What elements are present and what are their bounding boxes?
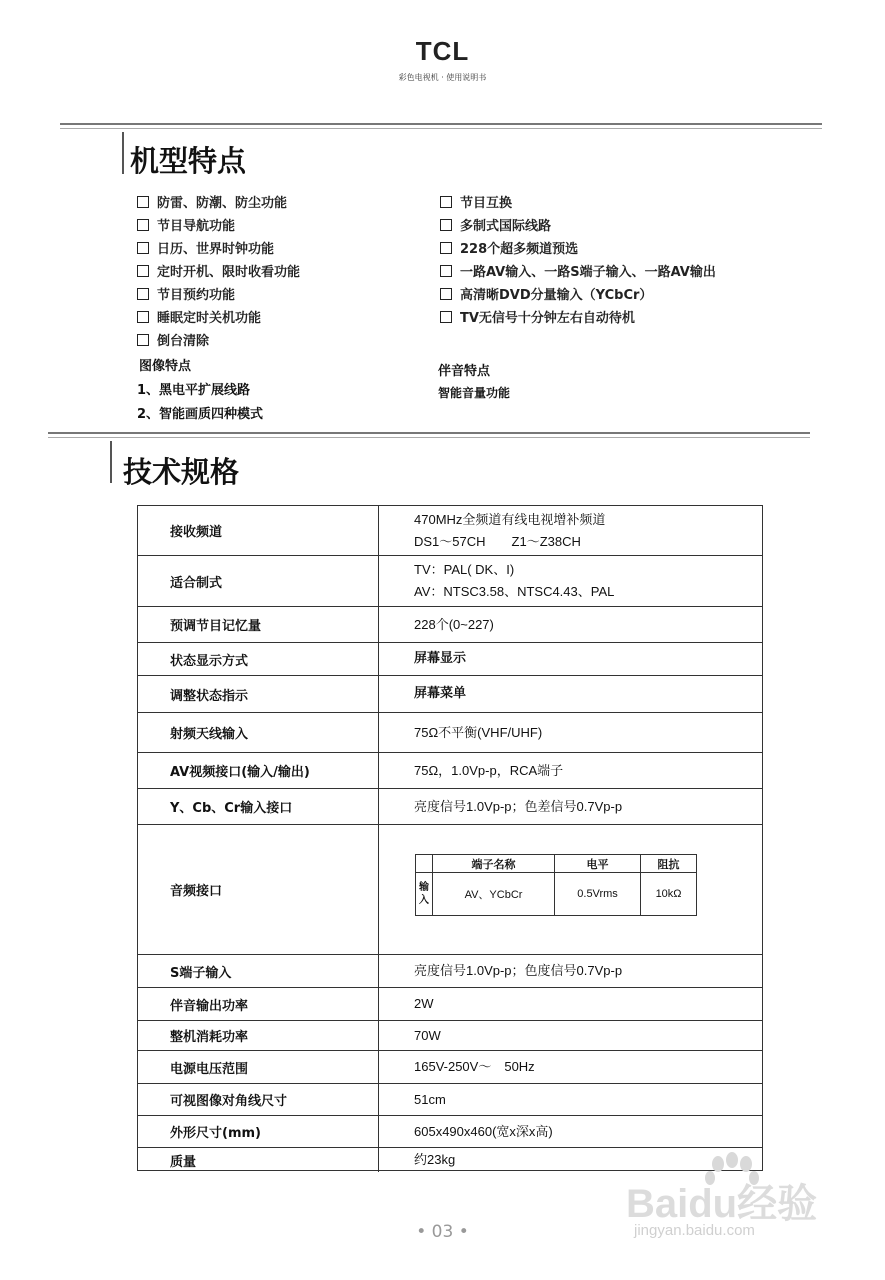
feature-item: 日历、世界时钟功能 (137, 238, 274, 257)
spec-value: 165V-250V～ 50Hz (414, 1059, 535, 1074)
spec-label: 调整状态指示 (138, 676, 379, 712)
spec-label: 状态显示方式 (138, 643, 379, 675)
spec-value: 470MHz全频道有线电视增补频道 DS1～57CH Z1～Z38CH (414, 511, 606, 549)
spec-value: 228个(0~227) (414, 616, 494, 632)
audio-header: 电平 (555, 855, 641, 873)
watermark-brand: Baidu经验 (626, 1182, 818, 1226)
feature-item: 一路AV输入、一路S端子输入、一路AV输出 (440, 261, 716, 280)
audio-interface-table (415, 854, 697, 916)
table-row (138, 1084, 762, 1116)
spec-value: 2W (414, 996, 434, 1011)
checkbox-icon (137, 311, 149, 323)
spec-label: 射频天线输入 (138, 713, 379, 752)
feature-item: 节目预约功能 (137, 284, 235, 303)
spec-label: 伴音输出功率 (138, 988, 379, 1020)
checkbox-icon (137, 196, 149, 208)
audio-row-label: 输入 (416, 873, 433, 916)
header-subtitle: 彩色电视机 · 使用说明书 (398, 73, 487, 82)
spec-label: 质量 (138, 1148, 379, 1172)
spec-value: 屏幕显示 (414, 651, 467, 666)
spec-label: 接收频道 (138, 506, 379, 555)
table-row (138, 825, 762, 955)
table-row (138, 789, 762, 825)
section-divider-thin (60, 128, 822, 129)
feature-item: 高清晰DVD分量输入（YCbCr） (440, 284, 652, 303)
spec-value: 屏幕菜单 (414, 686, 467, 701)
table-row (138, 955, 762, 988)
checkbox-icon (440, 242, 452, 254)
page-number: • 03 • (416, 1222, 469, 1242)
feature-item: 防雷、防潮、防尘功能 (137, 192, 287, 211)
spec-label: 整机消耗功率 (138, 1021, 379, 1050)
spec-label: 音频接口 (138, 825, 379, 954)
table-row (138, 988, 762, 1021)
table-row (138, 607, 762, 643)
section-divider-thin (48, 437, 810, 438)
audio-cell: AV、YCbCr (433, 873, 555, 916)
checkbox-icon (137, 242, 149, 254)
spec-value: 75Ω，1.0Vp-p，RCA端子 (414, 762, 564, 778)
section-accent-bar (122, 132, 124, 174)
checkbox-icon (137, 334, 149, 346)
section-divider (48, 432, 810, 434)
feature-item: 228个超多频道预选 (440, 238, 578, 257)
image-feature-item: 1、黑电平扩展线路 (137, 383, 251, 398)
feature-item: 节目互换 (440, 192, 512, 211)
table-row (138, 556, 762, 607)
spec-value: 75Ω不平衡(VHF/UHF) (414, 724, 543, 740)
table-row (138, 676, 762, 713)
spec-value: TV：PAL( DK、I) AV：NTSC3.58、NTSC4.43、PAL (414, 562, 615, 599)
table-row (138, 713, 762, 753)
section-accent-bar (110, 441, 112, 483)
checkbox-icon (440, 311, 452, 323)
table-row (138, 643, 762, 676)
spec-label: Y、Cb、Cr输入接口 (138, 789, 379, 824)
feature-item: 节目导航功能 (137, 215, 235, 234)
sound-features-title: 伴音特点 (438, 364, 491, 379)
brand-logo: TCL (415, 36, 470, 66)
checkbox-icon (137, 219, 149, 231)
spec-value: 亮度信号1.0Vp-p；色差信号0.7Vp-p (414, 798, 623, 814)
table-row (138, 1051, 762, 1084)
feature-item: 定时开机、限时收看功能 (137, 261, 300, 280)
image-features-title: 图像特点 (139, 359, 192, 374)
section-divider (60, 123, 822, 125)
table-row (138, 1116, 762, 1148)
sound-feature-item: 智能音量功能 (438, 386, 511, 400)
specs-title: 技术规格 (123, 455, 240, 489)
audio-header: 阻抗 (641, 855, 697, 873)
features-title: 机型特点 (130, 144, 247, 178)
spec-value: 70W (414, 1027, 441, 1043)
spec-label: 可视图像对角线尺寸 (138, 1084, 379, 1115)
checkbox-icon (440, 265, 452, 277)
spec-label: 电源电压范围 (138, 1051, 379, 1083)
spec-label: S端子输入 (138, 955, 379, 987)
spec-value: 约23kg (414, 1152, 456, 1167)
image-feature-item: 2、智能画质四种模式 (137, 407, 264, 422)
feature-item: 睡眠定时关机功能 (137, 307, 261, 326)
audio-cell: 0.5Vrms (555, 873, 641, 916)
feature-item: 倒台清除 (137, 330, 209, 349)
audio-cell: 10kΩ (641, 873, 697, 916)
spec-value: 605x490x460(宽x深x高) (414, 1123, 553, 1139)
checkbox-icon (137, 265, 149, 277)
spec-table (137, 505, 763, 1171)
checkbox-icon (440, 288, 452, 300)
audio-header: 端子名称 (433, 855, 555, 873)
checkbox-icon (137, 288, 149, 300)
spec-label: AV视频接口(输入/输出) (138, 753, 379, 788)
checkbox-icon (440, 219, 452, 231)
checkbox-icon (440, 196, 452, 208)
spec-label: 外形尺寸(mm) (138, 1116, 379, 1147)
table-row (138, 506, 762, 556)
table-row (138, 753, 762, 789)
spec-label: 适合制式 (138, 556, 379, 606)
spec-label: 预调节目记忆量 (138, 607, 379, 642)
feature-item: 多制式国际线路 (440, 215, 551, 234)
spec-value: 亮度信号1.0Vp-p；色度信号0.7Vp-p (414, 963, 623, 978)
feature-item: TV无信号十分钟左右自动待机 (440, 307, 635, 326)
watermark-url: jingyan.baidu.com (634, 1222, 755, 1239)
spec-value: 51cm (414, 1091, 446, 1107)
table-row (138, 1021, 762, 1051)
